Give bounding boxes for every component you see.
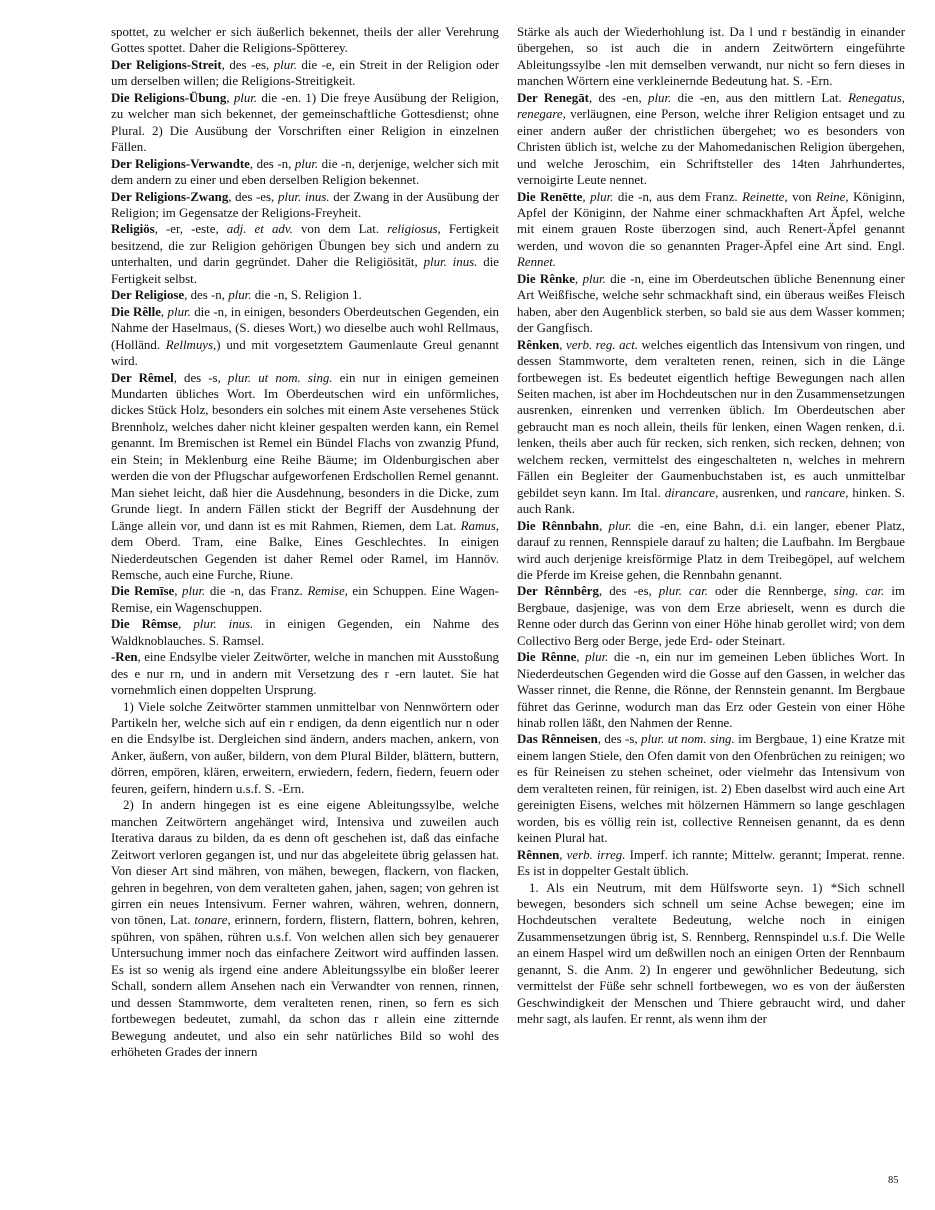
entry-text: ,: [559, 847, 567, 862]
entry-text: verläugnen, eine Person, welche ihrer Religion entsaget und zu einer andern außer der christlichen übergehet; wo es besonders von Christen üblich ist, welche zu der Mahomedanischen Religion übergehen, und welche Jeroschim, ein Schriftsteller des 14ten Jahrhundertes, vernoigirte Leute nennet.: [517, 107, 905, 188]
entry-italic-text: verb. irreg.: [566, 847, 626, 862]
entry-text: die -n, ein nur im gemeinen Leben übliches Wort. In Niederdeutschen Gegenden wird die Gosse auf den Gassen, in welcher das Wasser rinnet, die Renne, die Rönne, der Rennstein genannt. Im Bergbaue führet das Gerinne, wodurch man das Erz oder Gestein von einer Höhe hinab rollen läßt, den Nahmen der Renne.: [517, 650, 905, 731]
entry-text: ,: [174, 584, 182, 599]
right-column: [517, 24, 905, 1028]
entry-italic-text: dirancare,: [664, 485, 719, 500]
entry-text: Stärke als auch der Wiederhohlung ist. Da l und r beständig in einander übergehen, so ist auch die in andern Zeitwörtern eingeführte Ableitungssylbe -len mit demselben verwandt, nur nicht so fern dieses in manchen Wörtern eine verkleinernde Bedeutung hat. S. -Ern.: [517, 25, 905, 89]
entry-text: erinnern, fordern, flistern, flattern, bohren, kehren, spühren, von spähen, rühren u.s.f. Von welchen allen sich bey genauerer Untersuchung immer noch das einfachere Zeitwort wird auffinden lassen. Es ist so wenig als irgend eine andere Ableitungssylbe ein bloßer leerer Schall, sondern allem Ansehen nach ein Verwandter von rennen, rinnen, und dessen Stammworte, dem veralteten renen, rinen, so fern es sich fortbewegen bedeutet, zumahl, da schon das r allein eine zitternde Bewegung andeutet, und also ein sehr natürliches Bild so wohl des erhöheten Grades der innern: [111, 913, 499, 1060]
entry-italic-text: plur.: [582, 271, 606, 286]
dictionary-entry: [111, 90, 499, 156]
entry-text: ,: [582, 189, 591, 204]
entry-text: die -n, das Franz.: [205, 584, 308, 599]
entry-text: ) und mit vorgesetztem Gaumenlaute Greul genannt wird.: [111, 337, 499, 369]
entry-text: , des -s,: [173, 370, 228, 385]
entry-text: 1) Viele solche Zeitwörter stammen unmittelbar von Nennwörtern oder Partikeln her, welche sich auf ein r endigen, da denn eigentlich nur n oder en die Endsylbe ist. Dergleichen sind ändern, anders machen, ankern, von Anker, äußern, von außer, bildern, von dem Plural Bilder, blättern, buttern, dörren, empören, klären, erweitern, erwiedern, federn, fiedern, feuern oder feuren, geifern, hindern u.s.f. S. -Ern.: [111, 699, 499, 796]
entry-text: oder die Rennberge,: [708, 584, 834, 599]
entry-headword: Die Rênnbahn: [517, 518, 600, 533]
entry-text: ,: [559, 337, 566, 352]
entry-text: ,: [575, 271, 583, 286]
entry-italic-text: plur.: [648, 90, 672, 105]
entry-italic-text: Reinette,: [742, 189, 788, 204]
entry-text: die -en, eine Bahn, d.i. ein langer, ebener Platz, darauf zu rennen, Rennspiele darauf zu halten; die Laufbahn. Im Bergbaue wird auch derjenige kreisförmige Platz in dem Treibegöpel, auf welchem die Pferde im Kreise gehen, die Rennbahn genannt.: [517, 518, 905, 582]
entry-text: ,: [160, 304, 168, 319]
entry-italic-text: Rellmuys,: [165, 337, 217, 352]
entry-italic-text: sing. car.: [833, 584, 885, 599]
entry-headword: Das Rênneisen: [517, 732, 598, 747]
entry-headword: Der Religions-Streit: [111, 57, 222, 72]
entry-headword: Der Religiose: [111, 288, 185, 303]
entry-italic-text: plur.: [273, 57, 297, 72]
entry-text: 1. Als ein Neutrum, mit dem Hülfsworte seyn. 1) *Sich schnell bewegen, besonders sich schnell um seine Achse bewegen; eine im Hochdeutschen veraltete Bedeutung, welche noch in einigen Zusammensetzungen übrig ist, S. Rennberg, Rennspindel u.s.f. Die Welle an einem Haspel wird um deßwillen noch an einigen Orten der Rennbaum genannt, S. die Anm. 2) In engerer und gewöhnlicher Bedeutung, sich vermittelst der Füße sehr schnell fortbewegen, wo es von der äußersten Geschwindigkeit der Menschen und Thiere gebraucht wird, und daher mehr sagt, als laufen. Er rennt, als wenn ihm der: [517, 880, 905, 1027]
dictionary-entry: [517, 271, 905, 337]
entry-headword: Religiös: [111, 222, 155, 237]
entry-headword: Die Rêlle: [111, 304, 161, 319]
entry-text: ,: [576, 650, 586, 665]
left-column: [111, 24, 499, 1061]
entry-headword: Der Renegāt: [517, 90, 589, 105]
entry-italic-text: plur. ut nom. sing.: [227, 370, 333, 385]
entry-italic-text: Rennet.: [517, 255, 557, 270]
dictionary-entry: [111, 304, 499, 370]
entry-text: die -n, eine im Oberdeutschen übliche Benennung einer Art Weißfische, welche sehr schmackhaft sind, ein überaus weißes Fleisch haben, aber den Augenblick sterben, so bald sie aus dem Wasser kommen; der Gangfisch.: [517, 271, 905, 336]
entry-italic-text: Reine,: [815, 189, 849, 204]
dictionary-entry: [111, 189, 499, 222]
dictionary-entry: [517, 847, 905, 880]
entry-italic-text: Remise,: [307, 584, 348, 599]
entry-text: von: [787, 189, 816, 204]
dictionary-entry: [517, 518, 905, 584]
entry-headword: -Ren: [111, 650, 138, 665]
entry-text: Königinn, Apfel der Königinn, der Nahme einer schmackhaften Art Äpfel, welche mit einem grauen Roste überzogen sind, auch Renert-Äpfel genannt werden, und wovon die so genannten Prager-Äpfel eine Art sind. Engl.: [517, 189, 905, 253]
entry-text: im Bergbaue, dasjenige, was von dem Erze abrieselt, wenn es durch die Renne oder durch das Gerinn von einer Höhe hinab gerollet wird; von dem Collectivo Berg oder Berge, jede Erd- oder Steinart.: [517, 584, 905, 648]
entry-italic-text: verb. reg. act.: [566, 337, 639, 352]
entry-text: ein Schuppen. Eine Wagen-Remise, ein Wagenschuppen.: [111, 584, 499, 615]
entry-text: , des -s,: [597, 732, 641, 747]
entry-text: die -n, in einigen, besonders Oberdeutschen Gegenden, ein Nahme der Haselmaus, (S. dieses Wort,) wo dieselbe auch wohl Rellmaus, (Holländ.: [111, 304, 499, 352]
entry-italic-text: rancare,: [804, 485, 849, 500]
entry-italic-text: Renegatus, renegare,: [517, 90, 905, 122]
entry-text: , des -n,: [184, 288, 229, 303]
entry-headword: Der Rênnbêrg: [517, 584, 599, 599]
dictionary-entry: [111, 287, 499, 303]
dictionary-entry: [517, 731, 905, 846]
dictionary-entry: [517, 880, 905, 1028]
entry-italic-text: religiosus,: [387, 222, 441, 237]
entry-italic-text: plur. inus.: [277, 189, 330, 204]
entry-headword: Die Rêmse: [111, 617, 179, 632]
dictionary-entry: [517, 90, 905, 189]
entry-text: ,: [178, 617, 194, 632]
entry-headword: Die Remīse: [111, 584, 175, 599]
entry-italic-text: plur.: [608, 518, 632, 533]
page-number: 85: [888, 1175, 899, 1186]
entry-italic-text: plur. ut nom. sing.: [641, 732, 735, 747]
entry-text: von dem Lat.: [292, 222, 388, 237]
entry-italic-text: plur.: [228, 288, 252, 303]
entry-text: dem Oberd. Tram, eine Balke, Eines Geschlechtes. In einigen Niederdeutschen Gegenden ist daher Remel oder Ramel, im Hannöv. Remsche, auch eine Furche, Riune.: [111, 535, 499, 582]
entry-italic-text: plur. car.: [658, 584, 709, 599]
entry-text: ,: [599, 518, 609, 533]
entry-text: , des -es,: [221, 57, 274, 72]
entry-text: die -n, derjenige, welcher sich mit dem andern zu einer und eben derselben Religion bekennet.: [111, 156, 499, 188]
entry-headword: Die Renētte: [517, 189, 583, 204]
entry-headword: Der Religions-Verwandte: [111, 156, 250, 171]
entry-text: der Zwang in der Ausübung der Religion; im Gegensatze der Religions-Freyheit.: [111, 189, 500, 220]
entry-text: die -n, S. Religion 1.: [251, 288, 362, 303]
entry-text: spottet, zu welcher er sich äußerlich bekennet, theils der aller Verehrung Gottes spottet. Daher die Religions-Spötterey.: [111, 25, 499, 56]
dictionary-entry: [111, 583, 499, 616]
entry-text: hinken. S. auch Rank.: [517, 485, 906, 517]
dictionary-entry: [111, 24, 499, 57]
entry-text: die -e, ein Streit in der Religion oder um derselben willen; die Religions-Streitigkeit.: [111, 57, 500, 89]
entry-headword: Der Rêmel: [111, 370, 174, 385]
entry-italic-text: plur.: [585, 650, 609, 665]
entry-headword: Der Religions-Zwang: [111, 189, 229, 204]
entry-headword: Die Rênke: [517, 271, 576, 286]
dictionary-entry: [111, 649, 499, 698]
entry-text: die -en. 1) Die freye Ausübung der Religion, zu welcher man sich bekennet, der gemeinschaftliche Gottesdienst; ohne Plural. 2) Die Ausübung der Vorschriften einer Religion in einzelnen Fällen.: [111, 90, 500, 155]
dictionary-entry: [517, 189, 905, 271]
dictionary-entry: [111, 57, 499, 90]
entry-text: , des -es,: [598, 584, 659, 599]
dictionary-entry: [111, 370, 499, 584]
entry-italic-text: Ramus,: [460, 518, 499, 533]
dictionary-entry: [111, 156, 499, 189]
entry-headword: Die Religions-Übung: [111, 90, 227, 105]
entry-text: die -n, aus dem Franz.: [613, 189, 743, 204]
dictionary-entry: [517, 649, 905, 731]
dictionary-entry: [111, 699, 499, 798]
entry-italic-text: plur.: [167, 304, 191, 319]
entry-italic-text: tonare,: [194, 913, 231, 928]
entry-text: , -er, -este,: [154, 222, 227, 237]
entry-headword: Die Rênne: [517, 650, 577, 665]
dictionary-entry: [111, 797, 499, 1060]
entry-headword: Rênken: [517, 337, 560, 352]
entry-italic-text: plur.: [294, 156, 319, 171]
entry-text: , des -en,: [588, 90, 649, 105]
entry-text: ausrenken, und: [718, 485, 805, 500]
dictionary-entry: [111, 616, 499, 649]
entry-text: in einigen Gegenden, ein Nahme des Waldknoblauches. S. Ramsel.: [111, 617, 499, 648]
entry-text: die -en, aus den mittlern Lat.: [671, 90, 849, 105]
dictionary-entry: [111, 221, 499, 287]
entry-text: 2) In andern hingegen ist es eine eigene Ableitungssylbe, welche manchen Zeitwörtern angehänget wird, Intensiva und zuweilen auch Iterativa daraus zu bilden, da es denn oft geschehen ist, daß das einfache Zeitwort verloren gegangen ist, und nur das abgeleitete übrig gelassen hat. Von dieser Art sind mähren, von mähen, bewegen, flackern, von flacken, gehren in begehren, von dem veralteten gahen, jahen, sagen; von gehren ist girren ein neues Intensivum. Ferner wahren, währen, wehren, donnern, von tönen, Lat.: [111, 798, 500, 928]
entry-italic-text: adj. et adv.: [226, 222, 293, 237]
entry-italic-text: plur.: [233, 90, 258, 105]
entry-text: , des -n,: [249, 156, 295, 171]
entry-text: die Fertigkeit selbst.: [111, 255, 499, 286]
entry-text: ,: [226, 90, 234, 105]
entry-text: , des -es,: [228, 189, 278, 204]
entry-text: , eine Endsylbe vieler Zeitwörter, welche in manchen mit Ausstoßung des e nur rn, und in andern mit Versetzung des r -ern lautet. Sie hat vornehmlich einen doppelten Ursprung.: [111, 650, 499, 698]
entry-italic-text: plur. inus.: [423, 255, 478, 270]
entry-text: ein nur in einigen gemeinen Mundarten übliches Wort. Im Oberdeutschen wird ein unförmliches, dickes Stück Holz, besonders ein solches mit einem Aste versehenes Stück Brennholz, welches daher nicht kleiner gespalten werden kann, ein Remel genannt. Im Bremischen ist Remel ein Bündel Flachs von zwanzig Pfund, ein Stein; in Meklenburg eine Reihe Bäume; im Oldenburgischen aber werden die von der Pflugschar aufgeworfenen Erdschollen Remel genannt. Man siehet leicht, daß hier die Ausdehnung, besonders in die Dicke, zum Grunde liegt. In andern Fällen stickt der Begriff der Ausdehnung der Länge allein vor, und dann ist es mit Rahmen, Riemen, dem Lat.: [111, 370, 499, 533]
entry-italic-text: plur.: [590, 189, 614, 204]
entry-text: welches eigentlich das Intensivum von ringen, und dessen Stammworte, dem veralteten renen, reinen, sich in die Länge fortbewegen ist. Es bedeutet eigentlich heftige Bewegungen nach allen Seiten machen, ist aber im Hochdeutschen nur in den Zusammensetzungen ausrenken, einrenken und verrenken üblich. Im Oberdeutschen aber gebraucht man es noch allein, theils für lenken, einen Wagen renken, d.i. lenken, theils aber auch für recken, sich renken, sich recken, dehnen; von welchem recken, vermittelst des eingeschalteten n, welches in mehrern Fällen ein Begleiter der Gaumenbuchstaben ist, es auch unmittelbar gebildet seyn kann. Im Ital.: [517, 337, 905, 500]
dictionary-entry: [517, 337, 905, 518]
entry-text: Fertigkeit besitzend, die zur Religion gehörigen Übungen bey sich und andern zu unterhalten, und darin gegründet. Daher die Religiösität,: [111, 222, 499, 270]
entry-text: im Bergbaue, 1) eine Kratze mit einem langen Stiele, den Ofen damit von den Ofenbrüchen zu reinigen; wo es für Reineisen zu stehen scheinet, oder vielmehr das Intensivum von dem veralteten reinen, für reinigen, ist. 2) Eben daselbst wird auch eine Art gereinigten Eisens, welches mit hölzernen Hämmern so lange geschlagen worden, bis es völlig rein ist, collective Renneisen genannt, da es denn keinen Plural hat.: [517, 732, 905, 846]
dictionary-entry: [517, 24, 905, 90]
dictionary-entry: [517, 583, 905, 649]
entry-headword: Rênnen: [517, 847, 560, 862]
entry-text: Imperf. ich rannte; Mittelw. gerannt; Imperat. renne. Es ist in doppelter Gestalt üblich.: [517, 847, 905, 879]
entry-italic-text: plur.: [182, 584, 206, 599]
entry-italic-text: plur. inus.: [193, 617, 254, 632]
